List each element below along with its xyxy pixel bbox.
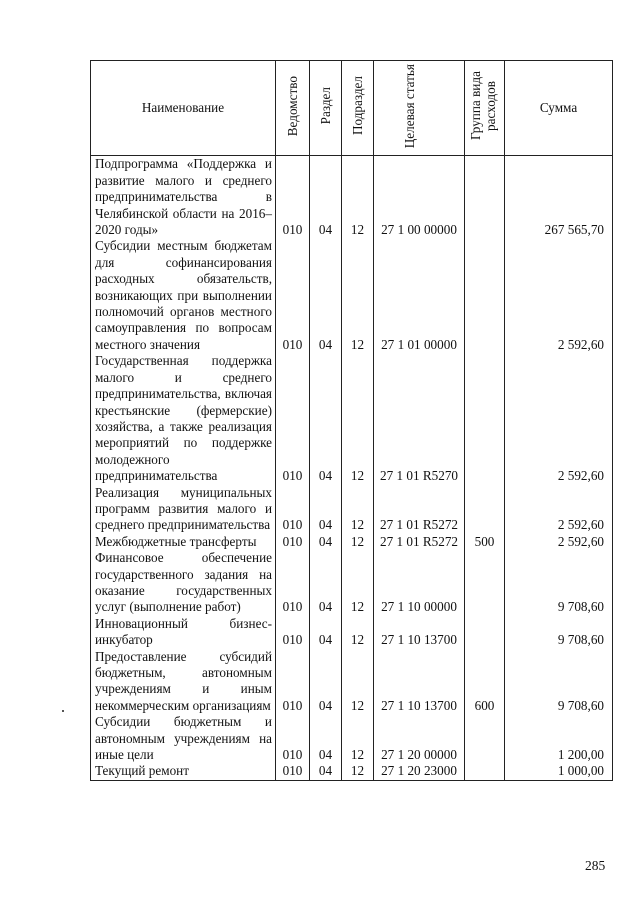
row-group <box>465 156 505 239</box>
row-name: Государственная поддержка малого и среднего предпринимательства, включая крестьянские (фермерские) хозяйства, а также реализация мероприятий по поддержке молодежного предпринимательства <box>91 353 276 484</box>
header-department: Ведомство <box>276 61 310 156</box>
row-department: 010 <box>276 649 310 715</box>
row-amount: 9 708,60 <box>505 616 613 649</box>
table-row <box>91 238 613 353</box>
row-target: 27 1 20 00000 <box>374 714 465 763</box>
row-subsection: 12 <box>342 156 374 239</box>
row-section: 04 <box>310 616 342 649</box>
row-department: 010 <box>276 550 310 616</box>
row-department: 010 <box>276 534 310 550</box>
row-name: Межбюджетные трансферты <box>91 534 276 550</box>
row-section: 04 <box>310 714 342 763</box>
table-row <box>91 550 613 616</box>
row-amount: 2 592,60 <box>505 353 613 484</box>
row-amount: 1 200,00 <box>505 714 613 763</box>
row-subsection: 12 <box>342 616 374 649</box>
header-name: Наименование <box>91 61 276 156</box>
row-subsection: 12 <box>342 714 374 763</box>
row-name: Инновационный бизнес-инкубатор <box>91 616 276 649</box>
row-name: Текущий ремонт <box>91 763 276 780</box>
row-group: 600 <box>465 649 505 715</box>
row-name: Подпрограмма «Поддержка и развитие малого и среднего предпринимательства в Челябинской области на 2016–2020 годы» <box>91 156 276 239</box>
row-target: 27 1 01 00000 <box>374 238 465 353</box>
row-subsection: 12 <box>342 763 374 780</box>
row-group <box>465 485 505 534</box>
row-target: 27 1 00 00000 <box>374 156 465 239</box>
row-subsection: 12 <box>342 550 374 616</box>
row-group: 500 <box>465 534 505 550</box>
row-amount: 9 708,60 <box>505 550 613 616</box>
row-subsection: 12 <box>342 353 374 484</box>
row-section: 04 <box>310 534 342 550</box>
table-row <box>91 353 613 484</box>
header-section: Раздел <box>310 61 342 156</box>
row-department: 010 <box>276 763 310 780</box>
row-subsection: 12 <box>342 534 374 550</box>
header-row <box>91 61 613 156</box>
row-amount: 9 708,60 <box>505 649 613 715</box>
row-department: 010 <box>276 353 310 484</box>
row-department: 010 <box>276 485 310 534</box>
row-amount: 2 592,60 <box>505 238 613 353</box>
row-subsection: 12 <box>342 485 374 534</box>
row-name: Реализация муниципальных программ развития малого и среднего предпринимательства <box>91 485 276 534</box>
row-target: 27 1 01 R5272 <box>374 485 465 534</box>
row-target: 27 1 10 00000 <box>374 550 465 616</box>
row-department: 010 <box>276 616 310 649</box>
row-section: 04 <box>310 550 342 616</box>
row-section: 04 <box>310 485 342 534</box>
table-row <box>91 534 613 550</box>
budget-table-container <box>90 60 612 781</box>
row-name: Субсидии местным бюджетам для софинансирования расходных обязательств, возникающих при выполнении полномочий органов местного самоуправления по вопросам местного значения <box>91 238 276 353</box>
header-target-item: Целевая статья <box>374 61 465 156</box>
table-row <box>91 156 613 239</box>
margin-mark <box>62 710 64 712</box>
row-amount: 267 565,70 <box>505 156 613 239</box>
row-target: 27 1 01 R5272 <box>374 534 465 550</box>
row-section: 04 <box>310 156 342 239</box>
row-subsection: 12 <box>342 649 374 715</box>
row-subsection: 12 <box>342 238 374 353</box>
row-name: Субсидии бюджетным и автономным учреждениям на иные цели <box>91 714 276 763</box>
table-row <box>91 616 613 649</box>
row-department: 010 <box>276 238 310 353</box>
row-group <box>465 238 505 353</box>
row-group <box>465 353 505 484</box>
row-group <box>465 550 505 616</box>
row-amount: 2 592,60 <box>505 534 613 550</box>
row-target: 27 1 01 R5270 <box>374 353 465 484</box>
row-name: Финансовое обеспечение государственного задания на оказание государственных услуг (выполнение работ) <box>91 550 276 616</box>
row-group <box>465 714 505 763</box>
row-department: 010 <box>276 714 310 763</box>
row-section: 04 <box>310 763 342 780</box>
row-section: 04 <box>310 238 342 353</box>
header-amount: Сумма <box>505 61 613 156</box>
page-number: 285 <box>585 858 606 873</box>
row-amount: 1 000,00 <box>505 763 613 780</box>
row-name: Предоставление субсидий бюджетным, автономным учреждениям и иным некоммерческим организациям <box>91 649 276 715</box>
row-target: 27 1 20 23000 <box>374 763 465 780</box>
table-row <box>91 649 613 715</box>
header-subsection: Подраздел <box>342 61 374 156</box>
row-target: 27 1 10 13700 <box>374 616 465 649</box>
header-expense-group: Группа вида расходов <box>465 61 505 156</box>
row-section: 04 <box>310 353 342 484</box>
row-amount: 2 592,60 <box>505 485 613 534</box>
budget-table <box>90 60 613 781</box>
row-group <box>465 616 505 649</box>
row-target: 27 1 10 13700 <box>374 649 465 715</box>
row-department: 010 <box>276 156 310 239</box>
table-row <box>91 485 613 534</box>
row-group <box>465 763 505 780</box>
table-row <box>91 763 613 780</box>
table-row <box>91 714 613 763</box>
row-section: 04 <box>310 649 342 715</box>
